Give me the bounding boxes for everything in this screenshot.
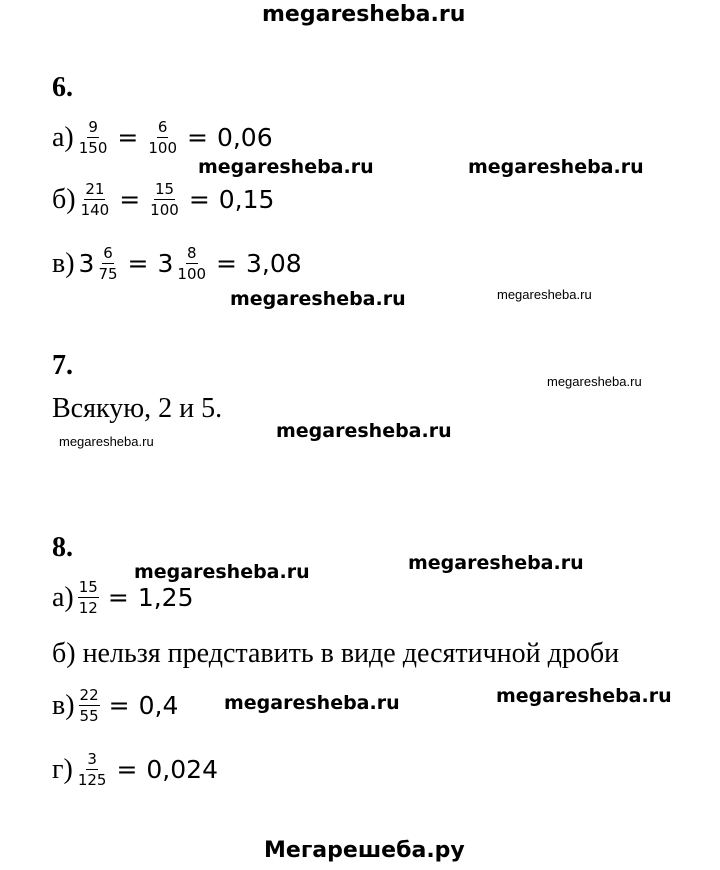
watermark: megaresheba.ru	[134, 561, 310, 583]
denominator: 100	[177, 265, 207, 283]
numerator: 22	[79, 686, 99, 704]
fraction	[79, 686, 100, 725]
denominator: 140	[80, 201, 110, 219]
task-7-answer: Всякую, 2 и 5.	[52, 393, 223, 424]
denominator: 75	[98, 265, 118, 283]
task-6v-result: 3,08	[246, 249, 302, 278]
site-footer: Мегарешеба.ру	[264, 838, 465, 863]
equals-sign: =	[216, 249, 237, 278]
task-7-number: 7.	[52, 350, 73, 381]
task-6b-result: 0,15	[218, 185, 275, 214]
fraction	[149, 180, 180, 219]
watermark: megaresheba.ru	[230, 288, 406, 310]
site-header: megaresheba.ru	[262, 2, 466, 27]
numerator: 15	[78, 578, 98, 596]
numerator: 3	[87, 750, 97, 768]
equals-sign: =	[116, 755, 138, 784]
task-8g-prefix: г)	[52, 753, 73, 785]
equals-sign: =	[187, 123, 208, 152]
denominator: 100	[148, 139, 177, 157]
whole-part: 3	[78, 249, 95, 278]
watermark: megaresheba.ru	[408, 552, 584, 574]
fraction	[97, 244, 118, 283]
task-8g-line	[52, 750, 218, 789]
task-6-number: 6.	[52, 72, 73, 103]
watermark: megaresheba.ru	[224, 692, 400, 714]
equals-sign: =	[188, 185, 210, 214]
fraction	[78, 118, 109, 157]
task-8a-result: 1,25	[137, 583, 194, 612]
task-8v-result: 0,4	[138, 691, 179, 720]
task-8-number: 8.	[52, 532, 73, 563]
fraction	[147, 118, 178, 157]
task-8g-result: 0,024	[146, 755, 218, 784]
watermark: megaresheba.ru	[497, 287, 592, 302]
watermark: megaresheba.ru	[496, 685, 672, 707]
numerator: 21	[85, 180, 105, 198]
equals-sign: =	[117, 123, 139, 152]
task-8a-prefix: а)	[52, 581, 74, 613]
numerator: 8	[186, 244, 197, 262]
equals-sign: =	[107, 583, 129, 612]
watermark: megaresheba.ru	[59, 434, 154, 449]
watermark: megaresheba.ru	[276, 420, 452, 442]
task-6b-prefix: б)	[52, 183, 76, 215]
numerator: 6	[157, 118, 168, 136]
denominator: 150	[78, 139, 108, 157]
equals-sign: =	[127, 249, 149, 278]
fraction	[80, 180, 111, 219]
task-6b-line	[52, 180, 274, 219]
numerator: 6	[103, 244, 113, 262]
task-8v-line	[52, 686, 178, 725]
denominator: 125	[77, 771, 107, 789]
task-6a-result: 0,06	[216, 123, 273, 152]
task-6a-prefix: а)	[52, 121, 74, 153]
watermark: megaresheba.ru	[198, 156, 374, 178]
watermark: megaresheba.ru	[468, 156, 644, 178]
task-8a-line	[52, 578, 193, 617]
numerator: 15	[154, 180, 175, 198]
task-6a-line	[52, 118, 273, 157]
task-8v-prefix: в)	[52, 689, 75, 721]
denominator: 100	[150, 201, 179, 219]
task-6v-prefix: в)	[52, 247, 75, 279]
equals-sign: =	[119, 185, 141, 214]
denominator: 12	[78, 599, 98, 617]
watermark: megaresheba.ru	[547, 374, 642, 389]
numerator: 9	[88, 118, 98, 136]
task-6v-line	[52, 244, 302, 283]
task-8b-text: б) нельзя представить в виде десятичной дроби	[52, 638, 620, 669]
fraction	[176, 244, 207, 283]
denominator: 55	[79, 707, 99, 725]
fraction	[78, 578, 99, 617]
whole-part: 3	[157, 249, 174, 278]
equals-sign: =	[108, 691, 130, 720]
fraction	[77, 750, 108, 789]
